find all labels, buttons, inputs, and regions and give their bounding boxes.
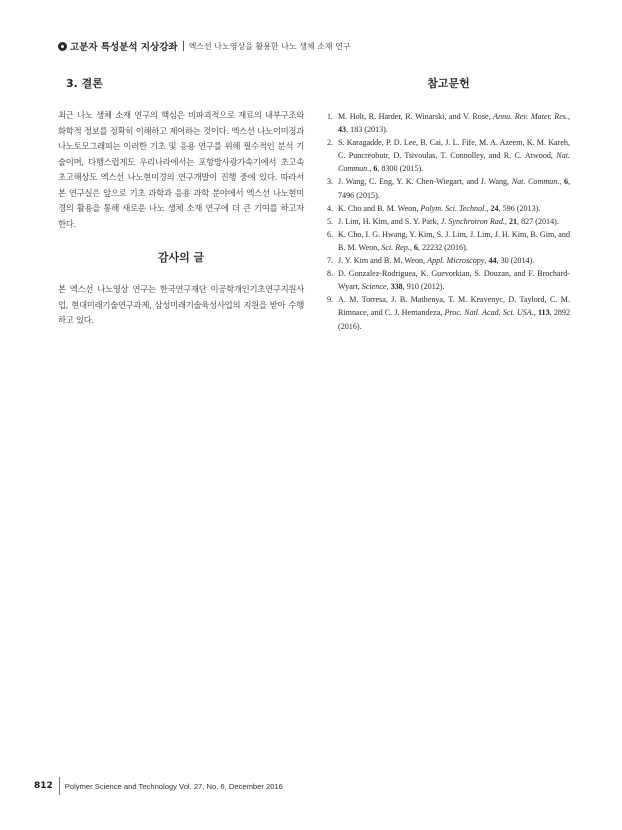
page-number: 812 [34,781,53,791]
citation-text: , [533,308,538,318]
citation-text: A. M. Torresa, J. B. Mathenya, T. M. Keavenyc, D. Taylord, C. M. Rimnace, and C. J. Hernandeza, [338,295,570,318]
reference-text [338,228,570,254]
references-title: 참고문헌 [427,77,470,90]
reference-item [327,215,570,228]
reference-text [338,202,570,215]
reference-item [327,293,570,332]
citation-text: , [504,216,509,226]
page-footer [34,777,283,795]
left-column [58,75,304,329]
acknowledgment-title: 감사의 글 [157,251,205,264]
header-section-title: 고분자 특성분석 지상강좌 [70,42,178,53]
volume-number: 21 [508,216,518,226]
reference-item [327,202,570,215]
reference-text [338,293,570,332]
reference-item [327,228,570,254]
citation-text: , 910 (2012). [402,282,445,292]
reference-number: 7. [327,256,334,266]
volume-number: 24 [490,203,499,213]
reference-number: 2. [327,138,334,148]
reference-text [338,110,570,136]
volume-number: 44 [488,256,497,266]
journal-name: Science [361,282,387,292]
reference-text [338,215,570,228]
journal-name: Appl. Microscopy [427,256,485,266]
citation-text: , 596 (2013). [498,203,541,213]
volume-number: 6 [563,177,568,187]
bullet-icon [58,42,67,51]
reference-item [327,110,570,136]
reference-number: 9. [327,295,334,305]
reference-item [327,175,570,201]
journal-name: Nat. Commun. [511,177,560,187]
journal-name: Polym. Sci. Technol. [420,203,487,213]
citation-text: , 7496 (2015). [338,177,571,200]
conclusion-paragraph: 최근 나노 생체 소재 연구의 핵심은 비파괴적으로 재료의 내부구조와 화학적 정보를 정확히 이해하고 제어하는 것이다. 엑스선 나노이미징과 나노토모그래피는 이러한 기초 및 응용 연구를 위해 필수적인 분석 기술이며, 다행스럽게도 우리나라에서는 포항방사광가속기에서 초고속 초고해상도 엑스선 나노현미경의 연구개발이 진행 중에 있다. 따라서 본 연구실은 앞으로 기초 과학과 응용 과학 분야에서 엑스선 나노현미경의 활용을 통해 새로운 나노 생체 소재 연구에 더 큰 기여를 하고자 한다. [58,110,304,229]
reference-text [338,175,570,201]
reference-item [327,267,570,293]
volume-number: 6 [413,242,418,252]
citation-text: J. Wang, C. Eng, Y. K. Chen-Wiegart, and J. Wang, [338,177,512,187]
citation-text: J. Lim, H. Kim, and S. Y. Park, [338,216,441,226]
citation-text: , 827 (2014). [517,216,559,226]
citation-text: , 183 (2013). [346,125,388,135]
reference-number: 4. [327,203,334,213]
volume-number: 43 [338,125,347,135]
right-column [327,75,570,333]
citation-text: , 2892 (2016). [338,308,571,331]
reference-text [338,136,570,175]
page-header [58,39,351,53]
citation-text: K. Cho, I. G. Hwang, Y. Kim, S. J. Lim, J. Lim, J. H. Kim, B. Gim, and B. M. Weon, [338,229,570,252]
journal-name: Sci. Rep. [381,242,410,252]
citation-text: , 8300 (2015). [377,164,424,174]
citation-text: , [559,177,564,187]
journal-name: Nat. Commun. [338,151,570,174]
footer-separator [59,777,60,795]
reference-number: 6. [327,229,334,239]
reference-text [338,254,570,267]
journal-name: Annu. Rev. Mater. Res. [493,112,568,121]
citation-text: , [484,256,489,266]
citation-text: , [409,242,414,252]
reference-number: 1. [327,112,334,121]
citation-text: , 30 (2014). [496,256,535,266]
citation-text: , [567,112,570,121]
header-separator [183,41,184,51]
reference-text [338,267,570,293]
reference-item [327,254,570,267]
reference-list [327,110,570,333]
citation-text: S. Karagadde, P. D. Lee, B. Cai, J. L. Fife, M. A. Azeem, K. M. Kareh, C. Puncreobutr, D. Tsivoulas, T. Connolley, and R. C. Atwood, [338,138,570,161]
volume-number: 6 [373,164,378,174]
citation-text: M. Holt, R. Harder, R. Winarski, and V. Rose, [338,112,494,121]
journal-name: Proc. Natl. Acad. Sci. USA. [444,308,534,318]
citation-text: , [369,164,374,174]
citation-text: , 22232 (2016). [417,242,468,252]
reference-number: 8. [327,269,334,279]
acknowledgment-paragraph: 본 엑스선 나노영상 연구는 한국연구재단 이공학개인기초연구지원사업, 현대미래기술연구과제, 삼성미래기술육성사업의 지원을 받아 수행하고 있다. [58,284,304,325]
header-subtitle: 엑스선 나노영상을 활용한 나노 생체 소재 연구 [188,41,351,51]
citation-text: , [386,282,391,292]
journal-info: Polymer Science and Technology Vol. 27, No. 6, December 2016 [64,781,283,791]
reference-item [327,136,570,175]
conclusion-title: 3. 결론 [66,77,103,90]
citation-text: J. Y. Kim and B. M. Weon, [338,256,428,266]
citation-text: D. Gonzalez-Rodriguea, K. Guevorkian, S. Douzan, and F. Brochard-Wyart, [338,269,570,292]
reference-number: 3. [327,177,334,187]
volume-number: 338 [390,282,403,292]
reference-number: 5. [327,216,334,226]
citation-text: K. Cho and B. M. Weon, [338,203,421,213]
citation-text: , [486,203,491,213]
journal-name: J. Synchrotron Rad. [440,216,505,226]
volume-number: 113 [537,308,550,318]
